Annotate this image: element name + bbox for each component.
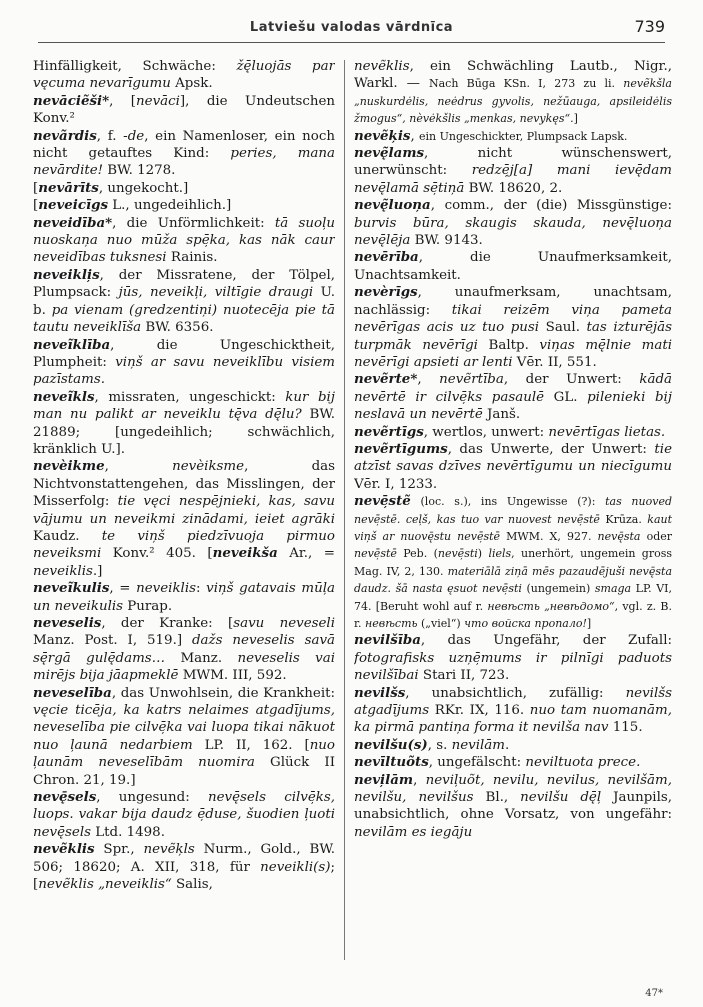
dictionary-entry: [33, 180, 335, 197]
entry-text: tie atzīst savas dzīves nevērtīgumu un niecīgumu: [354, 441, 672, 475]
entry-text: :: [196, 581, 207, 597]
entry-text: nuo ļaunām neveselībām nuomira: [33, 737, 335, 771]
printer-signature: 47*: [645, 988, 663, 999]
entry-text: tā suoļu nuoskaņa nuo mūža spē̦ka, kas nāk caur neveidības tuksnesi: [33, 215, 335, 266]
entry-text: viņas mę̄lnie mati nevērīgi apsieti ar lenti: [354, 337, 672, 370]
entry-text: nuo tam nuomanām, ka pirmā pantiņa forma it nevilša nav: [354, 703, 672, 736]
entry-text: MWM. X, 927.: [500, 529, 598, 543]
entry-text: nevę̄sels cilvē̦ks, luops. vakar bija daudz ē̦duse, šuodien ļuoti nevę̄sels: [33, 790, 335, 840]
dictionary-entry: [354, 632, 672, 684]
running-title: Latviešu valodas vārdnīca: [249, 20, 454, 35]
entry-text: ,: [413, 772, 426, 788]
entry-text: dažs neveselis savā sę̄rgā gulę̄dams…: [33, 633, 335, 666]
headword: neveikli̦s: [33, 266, 100, 283]
entry-text: nevērtīgas lietas.: [548, 424, 666, 440]
headword: neveidība*: [33, 214, 113, 231]
page-header: [38, 14, 665, 43]
entry-text: Manz.: [165, 650, 238, 666]
entry-text: ein Ungeschickter, Plumpsack Lapsk.: [418, 129, 628, 143]
entry-text: ,: [410, 128, 419, 144]
entry-text: что войска пропало!: [464, 617, 587, 630]
headword: nevẽrtīgums: [354, 440, 448, 457]
entry-text: Ar., =: [277, 546, 335, 562]
entry-text: neveiklis: [136, 581, 196, 597]
headword: nevẽklis: [33, 841, 95, 858]
entry-text: nevāci: [136, 93, 180, 109]
entry-text: te viņš piedzīvuoja pirmuo neveiksmi: [33, 528, 335, 562]
entry-text: nevilšu dę̄ļ: [520, 790, 602, 806]
entry-text: , die Ungeschicktheit, Plumpheit:: [33, 337, 335, 370]
column-divider: [344, 60, 345, 960]
headword: neveĩkulis: [33, 580, 110, 597]
headword: nevē̦stẽ: [354, 493, 411, 510]
entry-text: , die Unförmlichkeit:: [112, 215, 275, 231]
entry-text: pa vienam (gredzentiņi) nuotecēja pie tā tautu neveiklīša: [33, 302, 335, 336]
entry-text: , das Ungefähr, der Zufall:: [420, 633, 672, 649]
dictionary-entry: [33, 580, 335, 615]
dictionary-entry: [33, 215, 335, 267]
headword: nevãrdis: [33, 127, 97, 144]
entry-text: Rainis.: [166, 250, 218, 266]
dictionary-entry: [354, 284, 672, 371]
entry-text: .: [504, 737, 510, 753]
entry-text: tie vęci nespējnieki, kas, savu vājumu un neveikmi zinādami, ieiet agrāki: [33, 494, 335, 527]
entry-text: невѣсть „невѣдомо“: [487, 599, 615, 613]
entry-text: Nurm., Gold., BW. 506; 18620; A. XII, 318, für: [33, 842, 335, 875]
entry-text: neveiklis: [33, 563, 93, 579]
entry-text: , missraten, ungeschickt:: [94, 389, 286, 405]
entry-text: RKr. IX, 116.: [429, 703, 530, 719]
entry-text: nevę̄sta: [597, 529, 641, 543]
entry-text: Stari II, 723.: [418, 668, 510, 684]
entry-text: , ungefälscht:: [428, 755, 526, 771]
entry-text: nevilām es iegāju: [354, 824, 473, 840]
entry-text: nevẽkšla „nuskurdėlis, neėdrus gyvolis, nežūauga, apsileidėlis žmogus“, nèvėkšlis „menkas, nevykęs“.: [354, 77, 672, 126]
dictionary-entry: [354, 685, 672, 737]
dictionary-entry: [354, 145, 672, 197]
dictionary-entry: [354, 737, 672, 754]
entry-text: невѣсть: [365, 617, 418, 630]
entry-text: Hinfälligkeit, Schwäche:: [33, 59, 237, 74]
entry-text: LP. VI, 74. [Beruht wohl auf r.: [354, 582, 672, 613]
entry-text: Konv.² 405. [: [101, 546, 213, 562]
entry-text: tas izturējās turpmāk nevērīgi: [354, 320, 672, 353]
dictionary-entry: [33, 789, 335, 841]
entry-text: ], die Undeutschen Konv.²: [33, 93, 335, 127]
entry-text: L., ungedeihlich.]: [108, 198, 232, 214]
entry-text: materiālā ziņā mēs pazaudējuši nevę̄sta daudz. šā nasta ęsuot nevē̦sti: [354, 564, 672, 596]
dictionary-entry: [354, 371, 672, 423]
entry-text: [: [33, 180, 39, 196]
dictionary-entry: [354, 197, 672, 249]
entry-text: neveselis vai mirējs bija jāapmeklē: [33, 650, 335, 684]
headword: nevāciẽši*: [33, 92, 110, 109]
entry-text: kur bij man nu palikt ar neveiklu tę̄va dę̄lu?: [33, 389, 335, 423]
entry-text: nevē̦stē: [354, 547, 397, 561]
entry-text: , der Unwert:: [503, 372, 640, 388]
dictionary-entry: [354, 493, 672, 632]
entry-text: fotografisks uzņē̦mums ir pilnīgi paduots nevilšībai: [354, 650, 672, 684]
headword: nevèrīgs: [354, 284, 418, 301]
entry-text: Krūza.: [599, 512, 648, 526]
entry-text: nevẽrtība: [439, 372, 504, 388]
entry-text: , [: [109, 93, 137, 109]
entry-text: Saul.: [539, 320, 587, 336]
dictionary-entry: [354, 128, 672, 145]
dictionary-entry: [354, 249, 672, 284]
entry-text: ,: [104, 459, 173, 475]
entry-text: Bl.,: [473, 790, 521, 806]
entry-text: ; [: [33, 859, 335, 893]
entry-text: , comm., der (die) Missgünstige:: [430, 198, 672, 214]
entry-text: Apsk.: [170, 76, 213, 92]
entry-text: , unerhört, ungemein gross Mag. IV, 2, 130.: [354, 547, 672, 578]
entry-text: , das Unwohlsein, die Krankheit:: [111, 685, 335, 701]
entry-text: MWM. III, 592.: [178, 668, 287, 684]
headword: neveselība: [33, 684, 112, 701]
dictionary-entry: [33, 389, 335, 459]
entry-text: , nicht wünschenswert, unerwünscht:: [354, 146, 672, 179]
entry-text: ): [477, 547, 489, 561]
entry-text: , das Nichtvonstattengehen, das Misslingen, der Misserfolg:: [33, 459, 335, 510]
entry-text: Peb. (: [396, 547, 438, 561]
dictionary-entry: [33, 197, 335, 214]
entry-text: , die Unaufmerksamkeit, Unachtsamkeit.: [354, 250, 672, 283]
headword: neveicīgs: [38, 197, 109, 214]
headword: nevīltuõts: [354, 754, 429, 771]
entry-text: liels: [488, 547, 512, 561]
dictionary-entry: [354, 441, 672, 493]
entry-text: , der Missratene, der Tölpel, Plumpsack:: [33, 267, 335, 301]
entry-text: peries, mana nevārdite!: [33, 146, 335, 179]
entry-text: , das Unwerte, der Unwert:: [447, 441, 655, 457]
entry-text: , ungesund:: [96, 790, 208, 806]
headword: neveikša: [212, 545, 278, 562]
dictionary-entry: [33, 267, 335, 337]
entry-text: smaga: [594, 582, 632, 596]
dictionary-entry: [33, 58, 335, 93]
headword: nevilšs: [354, 684, 406, 701]
headword: nevārīts: [38, 179, 99, 196]
entry-text: nevẽķls: [143, 842, 195, 858]
headword: nevilšu(s): [354, 736, 428, 753]
entry-text: , unabsichtlich, zufällig:: [405, 685, 626, 701]
entry-text: („viel“): [417, 617, 465, 630]
dictionary-entry: [354, 424, 672, 441]
entry-text: Baltp.: [477, 337, 540, 353]
headword: nevę̃luoņa: [354, 197, 431, 214]
entry-text: BW. 9143.: [410, 233, 483, 249]
entry-text: , vgl. z. B. r.: [354, 599, 672, 630]
entry-text: ,: [417, 372, 440, 388]
entry-text: Janš.: [482, 407, 521, 423]
entry-text: Nach Būga KSn. I, 273 zu li.: [428, 77, 624, 91]
entry-text: de: [127, 128, 145, 144]
dictionary-entry: [33, 615, 335, 685]
entry-text: redzē̦j[a] mani ievę̄dam nevę̄lamā sē̦tiņā: [354, 163, 672, 196]
entry-text: tas nuoved nevē̦stē. ceļš, kas tuo var nuovest nevē̦stē: [354, 495, 672, 526]
entry-text: U. b.: [33, 285, 335, 318]
entry-text: nevẽklis: [354, 59, 410, 74]
right-column: [354, 58, 672, 953]
headword: nevèikme: [33, 458, 105, 475]
entry-text: BW. 18620, 2.: [464, 180, 563, 196]
entry-text: , der Kranke: [: [101, 616, 234, 631]
entry-text: BW. 1278.: [103, 163, 176, 179]
dictionary-entry: [33, 128, 335, 180]
entry-text: ]: [573, 112, 578, 126]
dictionary-entry: [33, 337, 335, 389]
entry-text: BW. 6356.: [141, 320, 214, 336]
headword: nevi̦lām: [354, 771, 414, 788]
page-number: 739: [634, 17, 665, 36]
entry-text: neviltuota prece.: [525, 755, 641, 771]
dictionary-entry: [354, 58, 672, 128]
entry-text: pilenieki bij neslavā un nevērtē: [354, 389, 672, 423]
entry-text: Spr.,: [94, 842, 144, 858]
entry-text: Manz. Post. I, 519.]: [33, 633, 192, 649]
entry-text: , s.: [427, 737, 452, 753]
entry-text: BW. 21889; [ungedeihlich; schwächlich, kränklich U.].: [33, 407, 335, 457]
entry-text: , ungekocht.]: [98, 180, 189, 196]
headword: nevẽrtīgs: [354, 423, 424, 440]
entry-text: (ungemein): [521, 582, 595, 596]
entry-text: , wertlos, unwert:: [423, 424, 549, 440]
headword: nevilšība: [354, 632, 421, 649]
entry-text: Vēr. II, 551.: [512, 354, 597, 370]
entry-text: kaut viņš ar nuovę̄stu nevē̦stē: [354, 512, 672, 543]
entry-text: savu neveseli: [233, 616, 335, 631]
dictionary-entry: [33, 841, 335, 893]
entry-text: Glück II Chron. 21, 19.]: [33, 755, 335, 788]
headword: neveĩkls: [33, 388, 95, 405]
entry-text: Vēr. I, 1233.: [354, 476, 438, 492]
headword: nevẽķis: [354, 127, 411, 144]
entry-text: vęcie ticēja, ka katrs nelaimes atgadījums, neveselība pie cilvē̦ka vai luopa tikai nākuot nuo ļaunā nedarbiem: [33, 703, 335, 753]
dictionary-entry: [354, 754, 672, 771]
entry-text: , ein Schwächling Lautb., Nigr., Warkl. —: [354, 59, 672, 92]
entry-text: , f. -: [96, 128, 128, 144]
dictionary-entry: [354, 772, 672, 842]
entry-text: neveikli(s): [260, 859, 331, 875]
dictionary-entry: [33, 458, 335, 580]
entry-text: žę̄luojās par vęcuma nevarīgumu: [33, 59, 335, 92]
entry-text: GL.: [544, 389, 588, 405]
entry-text: kādā nevērtē ir cilvē̦ks pasaulē: [354, 372, 672, 405]
entry-text: Jaunpils, unabsichtlich, ohne Vorsatz, von ungefähr:: [354, 790, 672, 823]
headword: nevẽrte*: [354, 371, 418, 388]
entry-text: nevilām: [451, 737, 505, 753]
entry-text: Salis,: [171, 877, 213, 893]
entry-text: Kaudz.: [33, 528, 102, 544]
entry-text: , unaufmerksam, unachtsam, nachlässig:: [354, 285, 672, 318]
entry-text: oder: [640, 529, 672, 543]
entry-text: .]: [92, 563, 103, 579]
headword: nevērība: [354, 249, 419, 266]
entry-text: [: [33, 198, 39, 214]
entry-text: , ein Namenloser, ein noch nicht getauftes Kind:: [33, 128, 335, 162]
entry-text: nevẽklis „neveiklis“: [38, 877, 172, 893]
entry-text: viņš ar savu neveiklību visiem pazīstams.: [33, 354, 335, 388]
entry-text: tikai reizēm viņa pameta nevērīgas acis uz tuo pusi: [354, 302, 672, 336]
entry-text: LP. II, 162. [: [192, 737, 310, 753]
entry-text: nevē̦sti: [437, 547, 478, 561]
dictionary-entry: [33, 685, 335, 789]
entry-text: neviļuõt, nevilu, nevilus, nevilšām, nevilšu, nevilšus: [354, 772, 672, 806]
entry-text: Purap.: [123, 598, 173, 614]
dictionary-entry: [33, 93, 335, 128]
entry-text: 115.: [608, 720, 643, 736]
entry-text: jūs, neveikļi, viltīgie draugi: [118, 285, 314, 301]
left-column: [33, 58, 335, 953]
entry-text: (loc. s.), ins Ungewisse (?):: [410, 495, 606, 509]
headword: neveĩklība: [33, 336, 111, 353]
entry-text: burvis būra, skaugis skauda, nevę̄luoņa nevę̄lēja: [354, 215, 672, 249]
entry-text: nevèiksme: [172, 459, 245, 475]
entry-text: nevilšs atgadījums: [354, 685, 672, 719]
headword: nevę̄sels: [33, 789, 97, 806]
entry-text: viņš gatavais mūļa un neveikulis: [33, 581, 335, 614]
entry-text: , =: [109, 581, 137, 597]
headword: nevę̃lams: [354, 145, 425, 162]
entry-text: ]: [586, 617, 592, 630]
headword: neveselis: [33, 615, 102, 631]
entry-text: Ltd. 1498.: [91, 824, 165, 840]
